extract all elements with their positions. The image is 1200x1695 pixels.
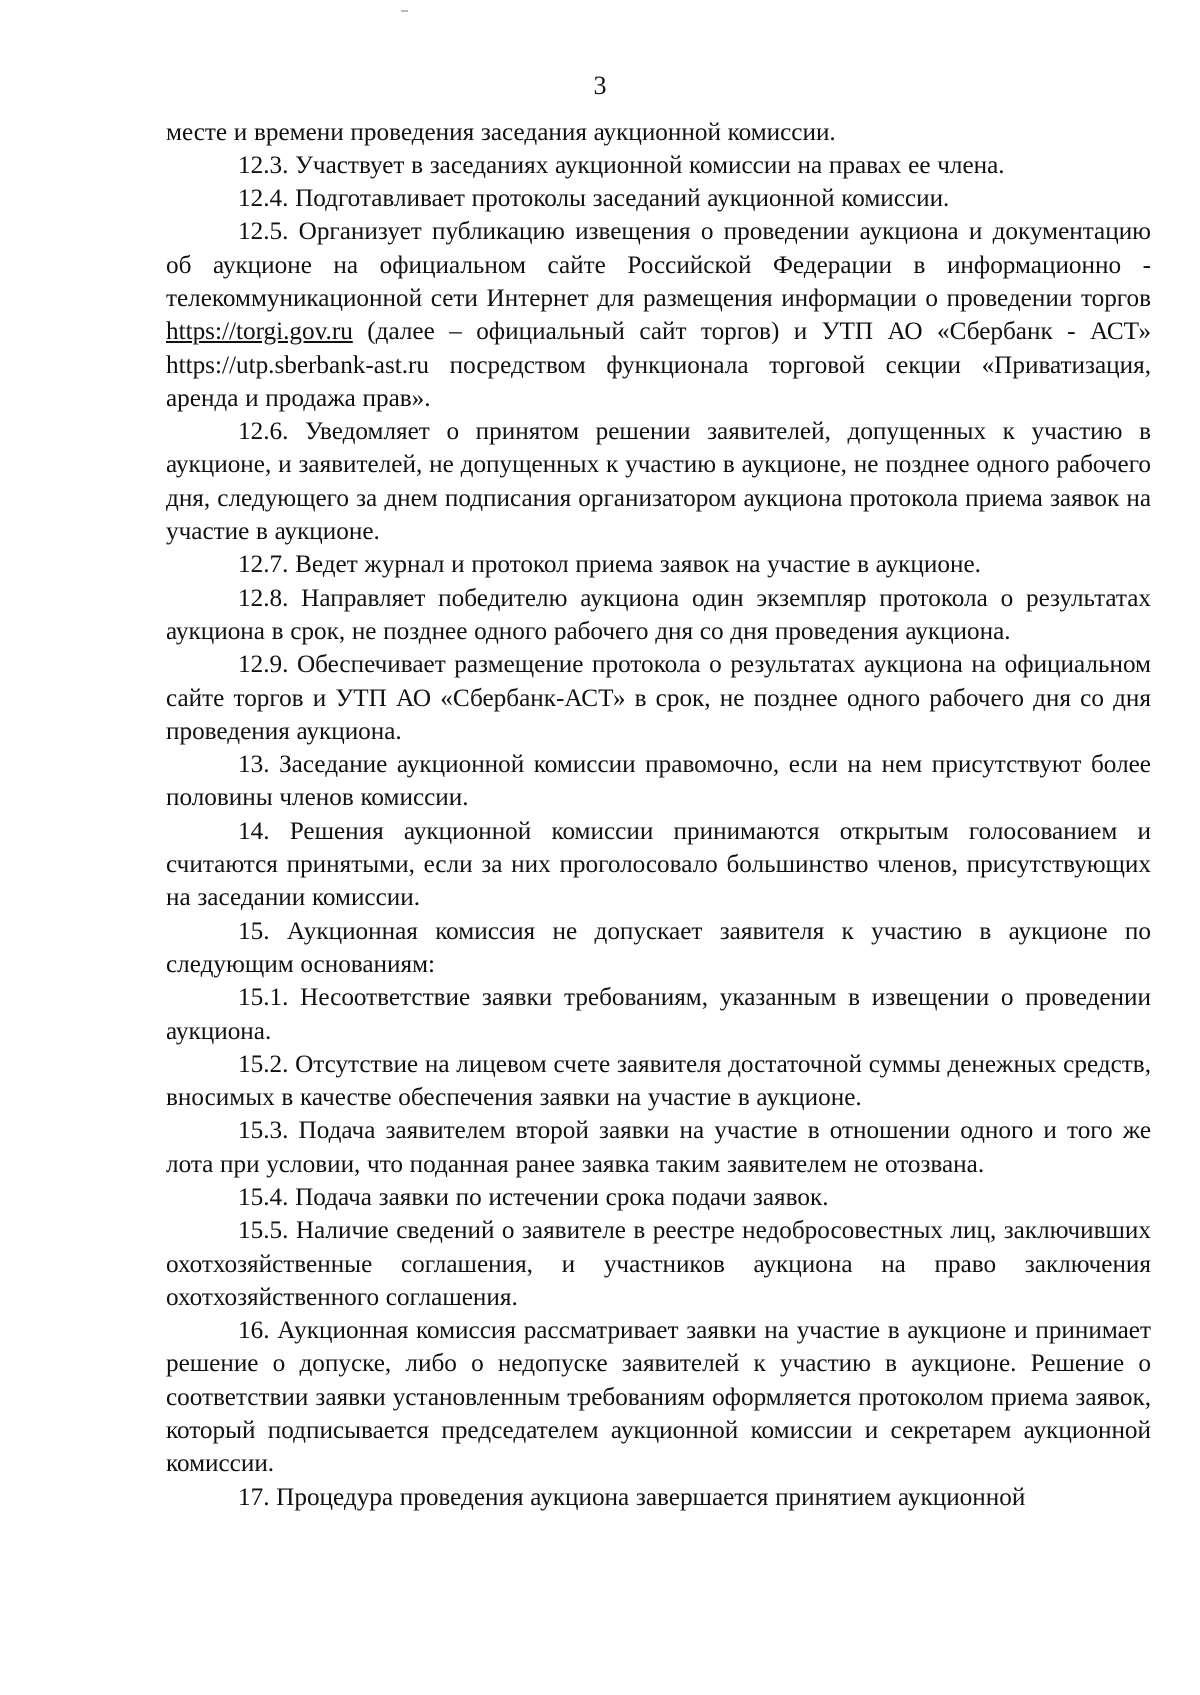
paragraph-12-5-text-after: (далее – официальный сайт торгов) и УТП АО «Сбербанк - АСТ» https://utp.sberbank-ast.ru посредством функционала торговой секции «Приватизация, аренда и продажа прав».: [166, 318, 1151, 412]
paragraph-15-1: 15.1. Несоответствие заявки требованиям, указанным в извещении о проведении аукциона.: [166, 984, 1151, 1045]
torgi-gov-link[interactable]: https://torgi.gov.ru: [166, 318, 353, 346]
paragraph-12-7: 12.7. Ведет журнал и протокол приема заявок на участие в аукционе.: [238, 551, 981, 579]
page-number: 3: [593, 71, 607, 100]
paragraph-14: 14. Решения аукционной комиссии принимаются открытым голосованием и считаются принятыми, если за них проголосовало большинство членов, присутствующих на заседании комиссии.: [166, 817, 1151, 912]
paragraph-12-9: 12.9. Обеспечивает размещение протокола о результатах аукциона на официальном сайте торгов и УТП АО «Сбербанк-АСТ» в срок, не позднее одного рабочего дня со дня проведения аукциона.: [166, 651, 1151, 745]
paragraph-15-3: 15.3. Подача заявителем второй заявки на участие в отношении одного и того же лота при условии, что поданная ранее заявка таким заявителем не отозвана.: [166, 1117, 1151, 1178]
scan-artifact: [401, 10, 408, 12]
paragraph-17: 17. Процедура проведения аукциона завершается принятием аукционной: [238, 1483, 1026, 1511]
paragraph-12-5-text-before: 12.5. Организует публикацию извещения о проведении аукциона и документацию об аукционе на официальном сайте Российской Федерации в информационно - телекоммуникационной сети Интернет для размещения информации о проведении торгов: [166, 218, 1151, 312]
paragraph-12-8: 12.8. Направляет победителю аукциона один экземпляр протокола о результатах аукциона в срок, не позднее одного рабочего дня со дня проведения аукциона.: [166, 584, 1151, 645]
document-text-body: [166, 116, 1151, 1514]
paragraph-continuation: месте и времени проведения заседания аукционной комиссии.: [166, 118, 836, 146]
paragraph-15-4: 15.4. Подача заявки по истечении срока подачи заявок.: [238, 1184, 829, 1211]
paragraph-12-5: [166, 215, 1151, 415]
paragraph-15-2: 15.2. Отсутствие на лицевом счете заявителя достаточной суммы денежных средств, вносимых в качестве обеспечения заявки на участие в аукционе.: [166, 1050, 1151, 1112]
paragraph-15: 15. Аукционная комиссия не допускает заявителя к участию в аукционе по следующим основаниям:: [166, 917, 1151, 978]
paragraph-15-5: 15.5. Наличие сведений о заявителе в реестре недобросовестных лиц, заключивших охотхозяйственные соглашения, и участников аукциона на право заключения охотхозяйственного соглашения.: [166, 1217, 1151, 1311]
paragraph-12-6: 12.6. Уведомляет о принятом решении заявителей, допущенных к участию в аукционе, и заявителей, не допущенных к участию в аукционе, не позднее одного рабочего дня, следующего за днем подписания организатором аукциона протокола приема заявок на участие в аукционе.: [166, 418, 1151, 546]
paragraph-16: 16. Аукционная комиссия рассматривает заявки на участие в аукционе и принимает решение о допуске, либо о недопуске заявителей к участию в аукционе. Решение о соответствии заявки установленным требованиям оформляется протоколом приема заявок, который подписывается председателем аукционной комиссии и секретарем аукционной комиссии.: [166, 1317, 1151, 1478]
paragraph-12-3: 12.3. Участвует в заседаниях аукционной комиссии на правах ее члена.: [238, 151, 1005, 179]
paragraph-13: 13. Заседание аукционной комиссии правомочно, если на нем присутствуют более половины членов комиссии.: [166, 751, 1151, 812]
paragraph-12-4: 12.4. Подготавливает протоколы заседаний аукционной комиссии.: [238, 185, 950, 213]
